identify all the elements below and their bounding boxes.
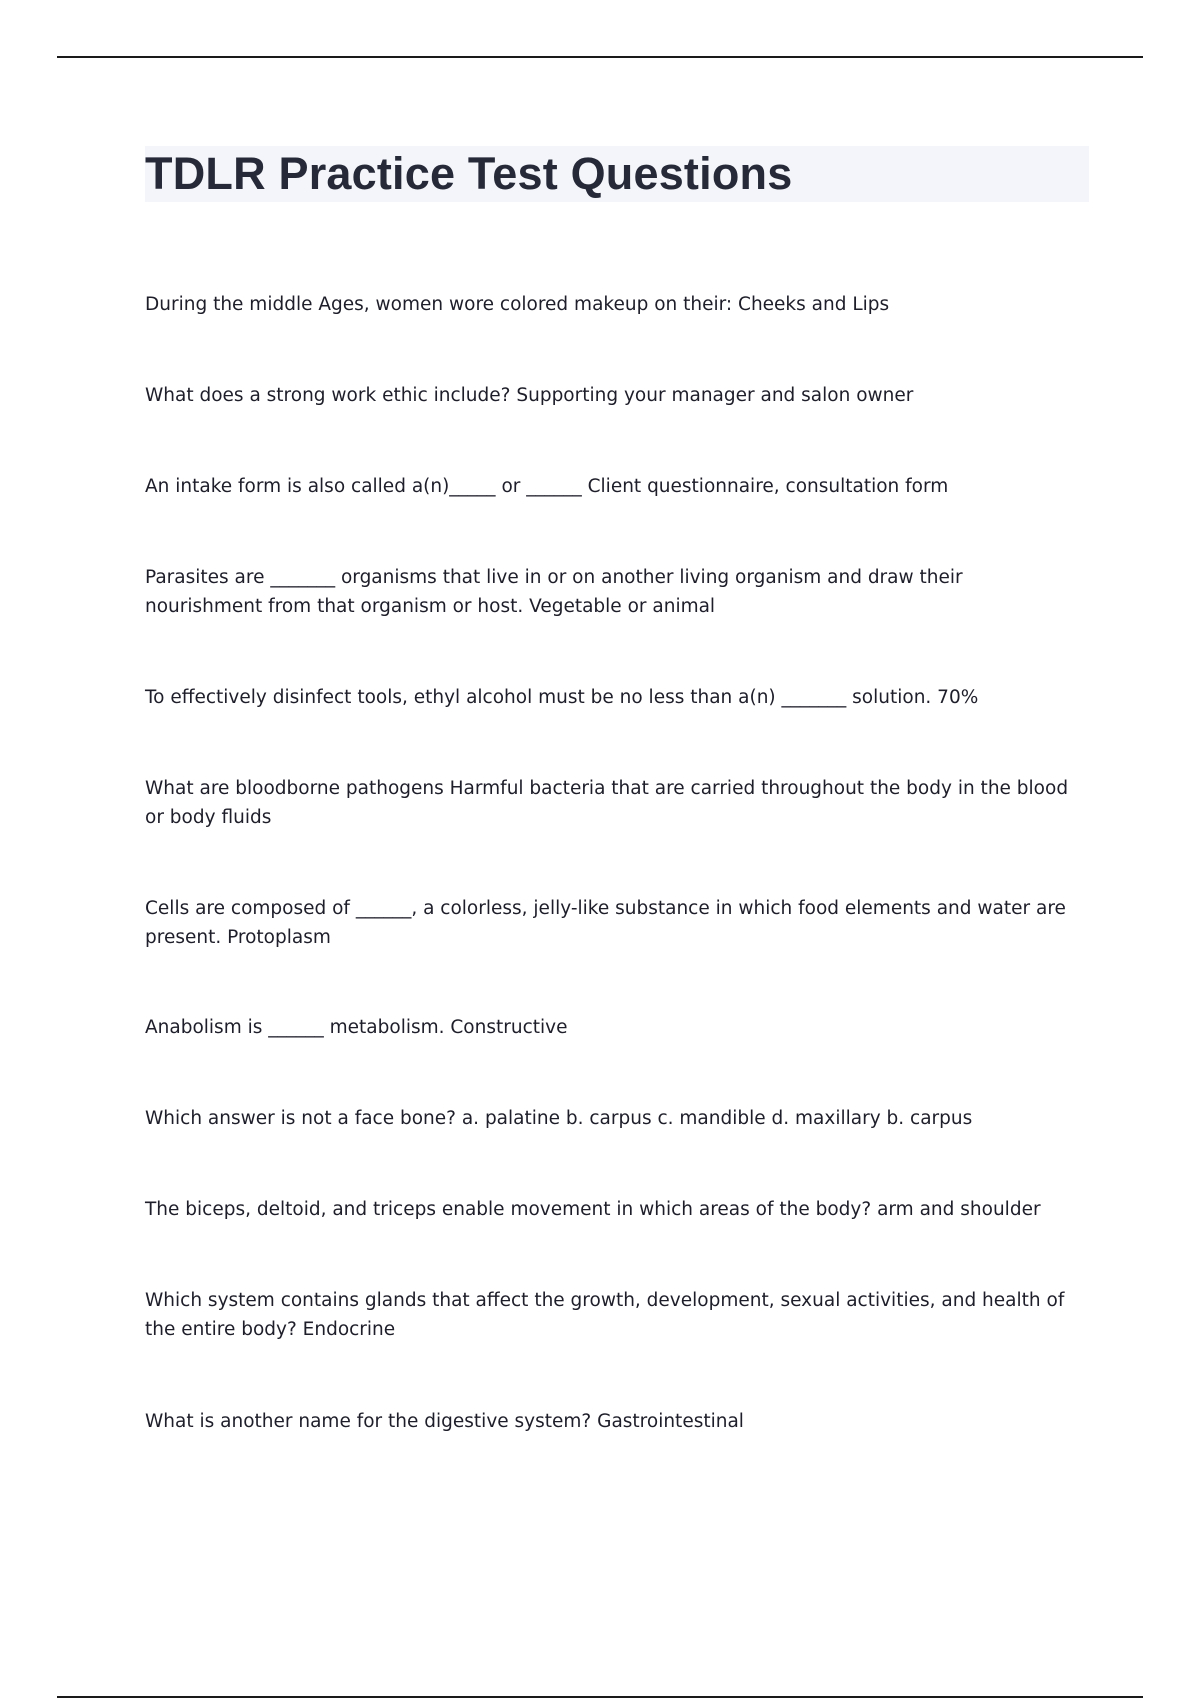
page-title: TDLR Practice Test Questions: [145, 148, 793, 199]
question-item-6: What are bloodborne pathogens Harmful bacteria that are carried throughout the body in the blood or body fluids: [145, 778, 1069, 828]
question-item-2: What does a strong work ethic include? Supporting your manager and salon owner: [145, 385, 914, 406]
question-item-10: The biceps, deltoid, and triceps enable movement in which areas of the body? arm and shoulder: [145, 1199, 1041, 1220]
question-item-4: Parasites are _______ organisms that live in or on another living organism and draw their nourishment from that organism or host. Vegetable or animal: [145, 567, 963, 617]
question-item-3: An intake form is also called a(n)_____ or ______ Client questionnaire, consultation form: [145, 476, 949, 497]
question-item-11: Which system contains glands that affect the growth, development, sexual activities, and health of the entire body? Endocrine: [145, 1290, 1065, 1340]
footer-rule: [57, 1696, 1143, 1698]
question-item-7: Cells are composed of ______, a colorless, jelly-like substance in which food elements and water are present. Protoplasm: [145, 898, 1066, 948]
question-item-8: Anabolism is ______ metabolism. Constructive: [145, 1017, 568, 1038]
question-item-9: Which answer is not a face bone? a. palatine b. carpus c. mandible d. maxillary b. carpus: [145, 1108, 973, 1129]
question-item-12: What is another name for the digestive system? Gastrointestinal: [145, 1411, 744, 1432]
question-item-1: During the middle Ages, women wore colored makeup on their: Cheeks and Lips: [145, 294, 890, 315]
header-rule: [57, 56, 1143, 58]
question-item-5: To effectively disinfect tools, ethyl alcohol must be no less than a(n) _______ solution. 70%: [145, 687, 979, 708]
